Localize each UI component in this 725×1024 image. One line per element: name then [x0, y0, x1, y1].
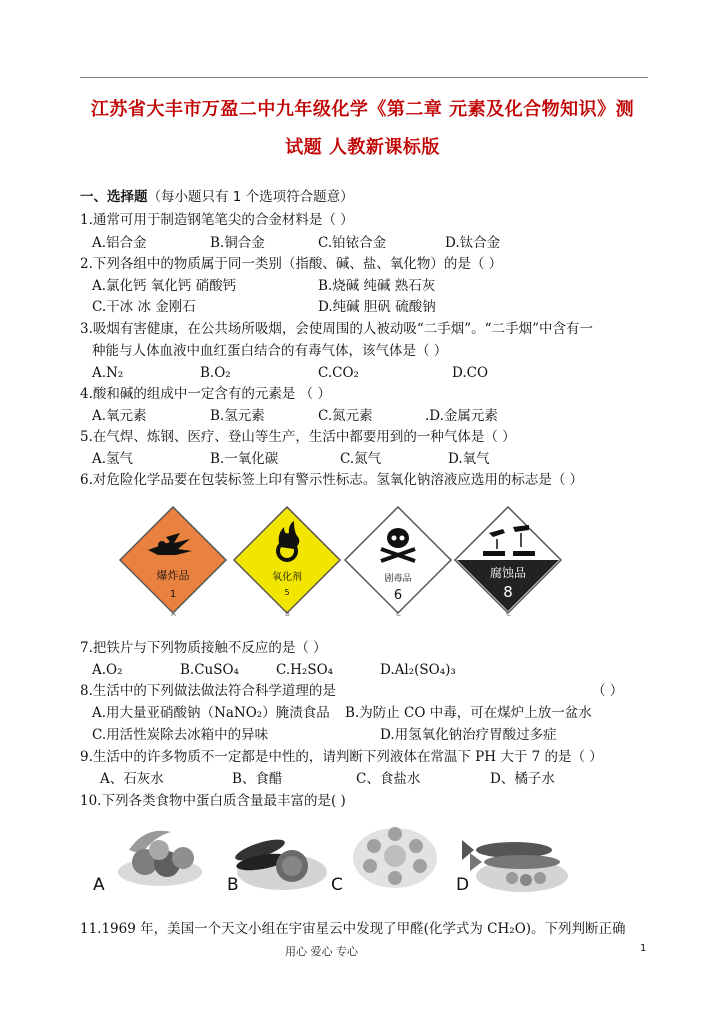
- section-label: 一、选择题: [80, 189, 148, 205]
- oxidizer-hazard-sign: [232, 505, 342, 615]
- food-label-a: A: [93, 875, 105, 895]
- q4-option-d: .D.金属元素: [425, 408, 498, 424]
- question-2: 2.下列各组中的物质属于同一类别（指酸、碱、盐、氧化物）的是（ ）: [80, 256, 503, 272]
- q9-option-a: A、石灰水: [100, 771, 164, 787]
- q7-option-b: B.CuSO₄: [180, 662, 239, 678]
- q1-option-c: C.铂铱合金: [318, 235, 387, 251]
- fruit-plate-image: [115, 820, 205, 890]
- toxic-hazard-sign: [343, 505, 453, 615]
- oxidizer-class: 5: [284, 588, 290, 597]
- q8-option-d: D.用氢氧化钠治疗胃酸过多症: [380, 727, 557, 743]
- toxic-class: 6: [393, 588, 403, 603]
- q3-option-c: C.CO₂: [318, 365, 359, 381]
- question-6: 6.对危险化学品要在包装标签上印有警示性标志。氢氧化钠溶液应选用的标志是（ ）: [80, 472, 584, 488]
- question-5: 5.在气焊、炼钢、医疗、登山等生产，生活中都要用到的一种气体是（ ）: [80, 429, 516, 445]
- q5-option-d: D.氧气: [448, 451, 490, 467]
- q5-option-c: C.氮气: [340, 451, 382, 467]
- section-note: （每小题只有 1 个选项符合题意）: [147, 189, 354, 205]
- q1-option-a: A.铝合金: [92, 235, 147, 251]
- q1-option-b: B.铜合金: [210, 235, 265, 251]
- question-4: 4.酸和碱的组成中一定含有的元素是 （ ）: [80, 386, 331, 402]
- explosive-label: 爆炸品: [156, 569, 190, 582]
- q5-option-a: A.氢气: [92, 451, 134, 467]
- corrosive-hazard-sign: [453, 505, 563, 615]
- q4-option-b: B.氢元素: [210, 408, 265, 424]
- q9-option-d: D、橘子水: [490, 771, 555, 787]
- q3-option-b: B.O₂: [200, 365, 231, 381]
- q5-option-b: B.一氧化碳: [210, 451, 279, 467]
- sign-letter-b: B: [285, 610, 290, 618]
- page-number: 1: [640, 943, 647, 954]
- question-1: 1.通常可用于制造钢笔笔尖的合金材料是（ ）: [80, 212, 354, 228]
- toxic-label: 剧毒品: [384, 574, 412, 584]
- q1-option-d: D.钛合金: [445, 235, 501, 251]
- corrosive-label: 腐蚀品: [489, 566, 527, 580]
- explosive-class: 1: [169, 589, 177, 600]
- q3-option-d: D.CO: [452, 365, 489, 381]
- q9-option-c: C、食盐水: [356, 771, 421, 787]
- q7-option-d: D.Al₂(SO₄)₃: [380, 662, 456, 678]
- food-label-b: B: [227, 875, 239, 895]
- explosive-hazard-sign: [118, 505, 228, 615]
- sign-letter-c: C: [396, 610, 401, 618]
- q8-option-a: A.用大量亚硝酸钠（NaNO₂）腌渍食品: [92, 705, 330, 721]
- grain-plate-image: [350, 820, 440, 892]
- question-7: 7.把铁片与下列物质接触不反应的是（ ）: [80, 640, 327, 656]
- q2-option-d: D.纯碱 胆矾 硫酸钠: [318, 299, 436, 315]
- q8-option-c: C.用活性炭除去冰箱中的异味: [92, 727, 269, 743]
- question-10: 10.下列各类食物中蛋白质含量最丰富的是( ): [80, 793, 346, 809]
- question-11: 11.1969 年，美国一个天文小组在宇宙星云中发现了甲醛(化学式为 CH₂O)。下列判断正确: [80, 921, 626, 937]
- header-rule: [80, 77, 648, 78]
- q7-option-c: C.H₂SO₄: [276, 662, 334, 678]
- q8-option-b: B.为防止 CO 中毒，可在煤炉上放一盆水: [345, 705, 592, 721]
- question-8: 8.生活中的下列做法做法符合科学道理的是: [80, 683, 336, 699]
- q9-option-b: B、食醋: [232, 771, 283, 787]
- food-label-c: C: [331, 875, 343, 895]
- question-3-cont: 种能与人体血液中血红蛋白结合的有毒气体，该气体是（ ）: [92, 343, 448, 359]
- document-title: 江苏省大丰市万盈二中九年级化学《第二章 元素及化合物知识》测: [90, 99, 635, 120]
- footer-motto: 用心 爱心 专心: [285, 945, 358, 958]
- question-8-bracket: （ ）: [592, 683, 624, 699]
- oxidizer-label: 氧化剂: [272, 572, 302, 583]
- q4-option-c: C.氮元素: [318, 408, 373, 424]
- q7-option-a: A.O₂: [92, 662, 123, 678]
- section-heading: [80, 188, 354, 206]
- sign-letter-d: C: [506, 610, 511, 618]
- vegetable-plate-image: [230, 820, 330, 895]
- q3-option-a: A.N₂: [92, 365, 124, 381]
- food-label-d: D: [456, 875, 470, 895]
- q2-option-c: C.干冰 冰 金刚石: [92, 299, 196, 315]
- sign-letter-a: A: [171, 610, 176, 618]
- question-3: 3.吸烟有害健康，在公共场所吸烟，会使周围的人被动吸“二手烟”。“二手烟”中含有一: [80, 321, 593, 337]
- q4-option-a: A.氧元素: [92, 408, 147, 424]
- q2-option-b: B.烧碱 纯碱 熟石灰: [318, 278, 436, 294]
- question-9: 9.生活中的许多物质不一定都是中性的，请判断下列液体在常温下 PH 大于 7 的是（ ）: [80, 749, 603, 765]
- fish-plate-image: [462, 820, 572, 900]
- q2-option-a: A.氯化钙 氧化钙 硝酸钙: [92, 278, 237, 294]
- document-title-line2: 试题 人教新课标版: [285, 137, 440, 158]
- corrosive-class: 8: [503, 583, 513, 601]
